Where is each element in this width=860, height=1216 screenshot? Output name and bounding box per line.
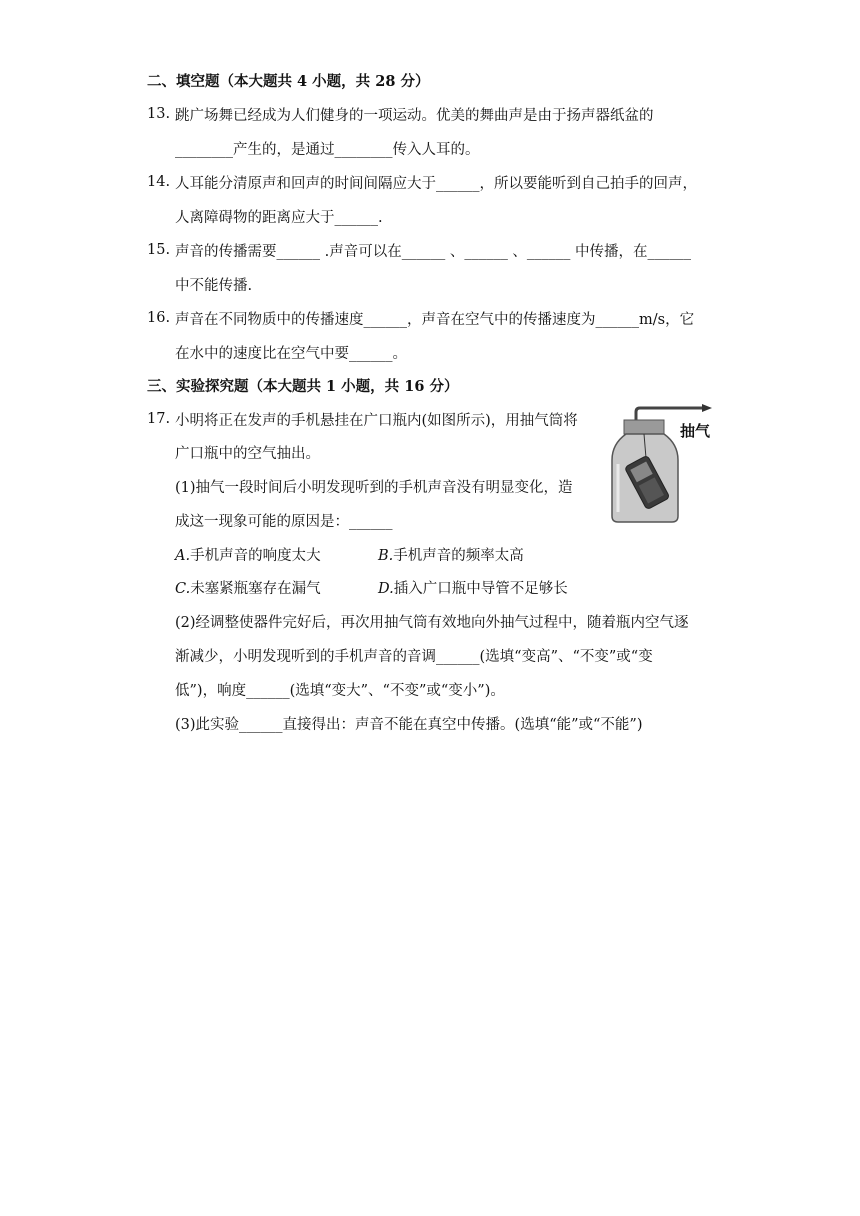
q16-line-2: 在水中的速度比在空气中要______。 bbox=[175, 346, 407, 362]
option-d-text: 插入广口瓶中导管不足够长 bbox=[393, 581, 568, 597]
option-b-letter: B. bbox=[378, 548, 394, 564]
q17-part2-line-2: 渐减少，小明发现听到的手机声音的音调______(选填“变高”、“不变”或“变 bbox=[175, 649, 653, 665]
option-a bbox=[175, 546, 321, 566]
section-3-heading: 三、实验探究题（本大题共 1 小题，共 16 分） bbox=[147, 378, 459, 395]
option-c-text: 未塞紧瓶塞存在漏气 bbox=[190, 581, 321, 597]
q17-number: 17. bbox=[147, 411, 171, 427]
q15-line-1: 声音的传播需要______ .声音可以在______ 、______ 、______ 中传播，在______ bbox=[175, 244, 692, 260]
q17-part2-line-1: (2)经调整使器件完好后，再次用抽气筒有效地向外抽气过程中，随着瓶内空气逐 bbox=[175, 615, 689, 631]
q16-line-1: 声音在不同物质中的传播速度______，声音在空气中的传播速度为______m/s，它 bbox=[175, 312, 695, 328]
bottle-phone-illustration bbox=[606, 404, 718, 526]
q14-number: 14. bbox=[147, 174, 171, 190]
bottle-figure bbox=[606, 404, 718, 526]
option-d bbox=[378, 579, 568, 599]
option-b bbox=[378, 546, 524, 566]
q17-part1-line-2: 成这一现象可能的原因是：______ bbox=[175, 514, 393, 530]
option-c-letter: C. bbox=[175, 581, 191, 597]
q17-part2-line-3: 低”)，响度______(选填“变大”、“不变”或“变小”)。 bbox=[175, 683, 505, 699]
q14-line-2: 人离障碍物的距离应大于______. bbox=[175, 210, 383, 226]
q17-line-1: 小明将正在发声的手机悬挂在广口瓶内(如图所示)，用抽气筒将 bbox=[175, 413, 578, 429]
q15-line-2: 中不能传播. bbox=[175, 278, 253, 294]
option-d-letter: D. bbox=[378, 581, 394, 597]
q14-line-1: 人耳能分清原声和回声的时间间隔应大于______，所以要能听到自己拍手的回声， bbox=[175, 176, 697, 192]
q17-part1-line-1: (1)抽气一段时间后小明发现听到的手机声音没有明显变化，造 bbox=[175, 480, 573, 496]
section-2-heading: 二、填空题（本大题共 4 小题，共 28 分） bbox=[147, 73, 430, 90]
q16-number: 16. bbox=[147, 310, 171, 326]
q17-part3-line-1: (3)此实验______直接得出：声音不能在真空中传播。(选填“能”或“不能”) bbox=[175, 717, 643, 733]
option-a-text: 手机声音的响度太大 bbox=[190, 548, 321, 564]
q15-number: 15. bbox=[147, 242, 171, 258]
q17-line-2: 广口瓶中的空气抽出。 bbox=[175, 446, 320, 462]
q13-line-1: 跳广场舞已经成为人们健身的一项运动。优美的舞曲声是由于扬声器纸盆的 bbox=[175, 108, 654, 124]
option-b-text: 手机声音的频率太高 bbox=[393, 548, 524, 564]
q13-number: 13. bbox=[147, 106, 171, 122]
pump-label: 抽气 bbox=[680, 422, 711, 440]
q13-line-2: ________产生的，是通过________传入人耳的。 bbox=[175, 142, 480, 158]
option-c bbox=[175, 579, 321, 599]
option-a-letter: A. bbox=[175, 548, 191, 564]
